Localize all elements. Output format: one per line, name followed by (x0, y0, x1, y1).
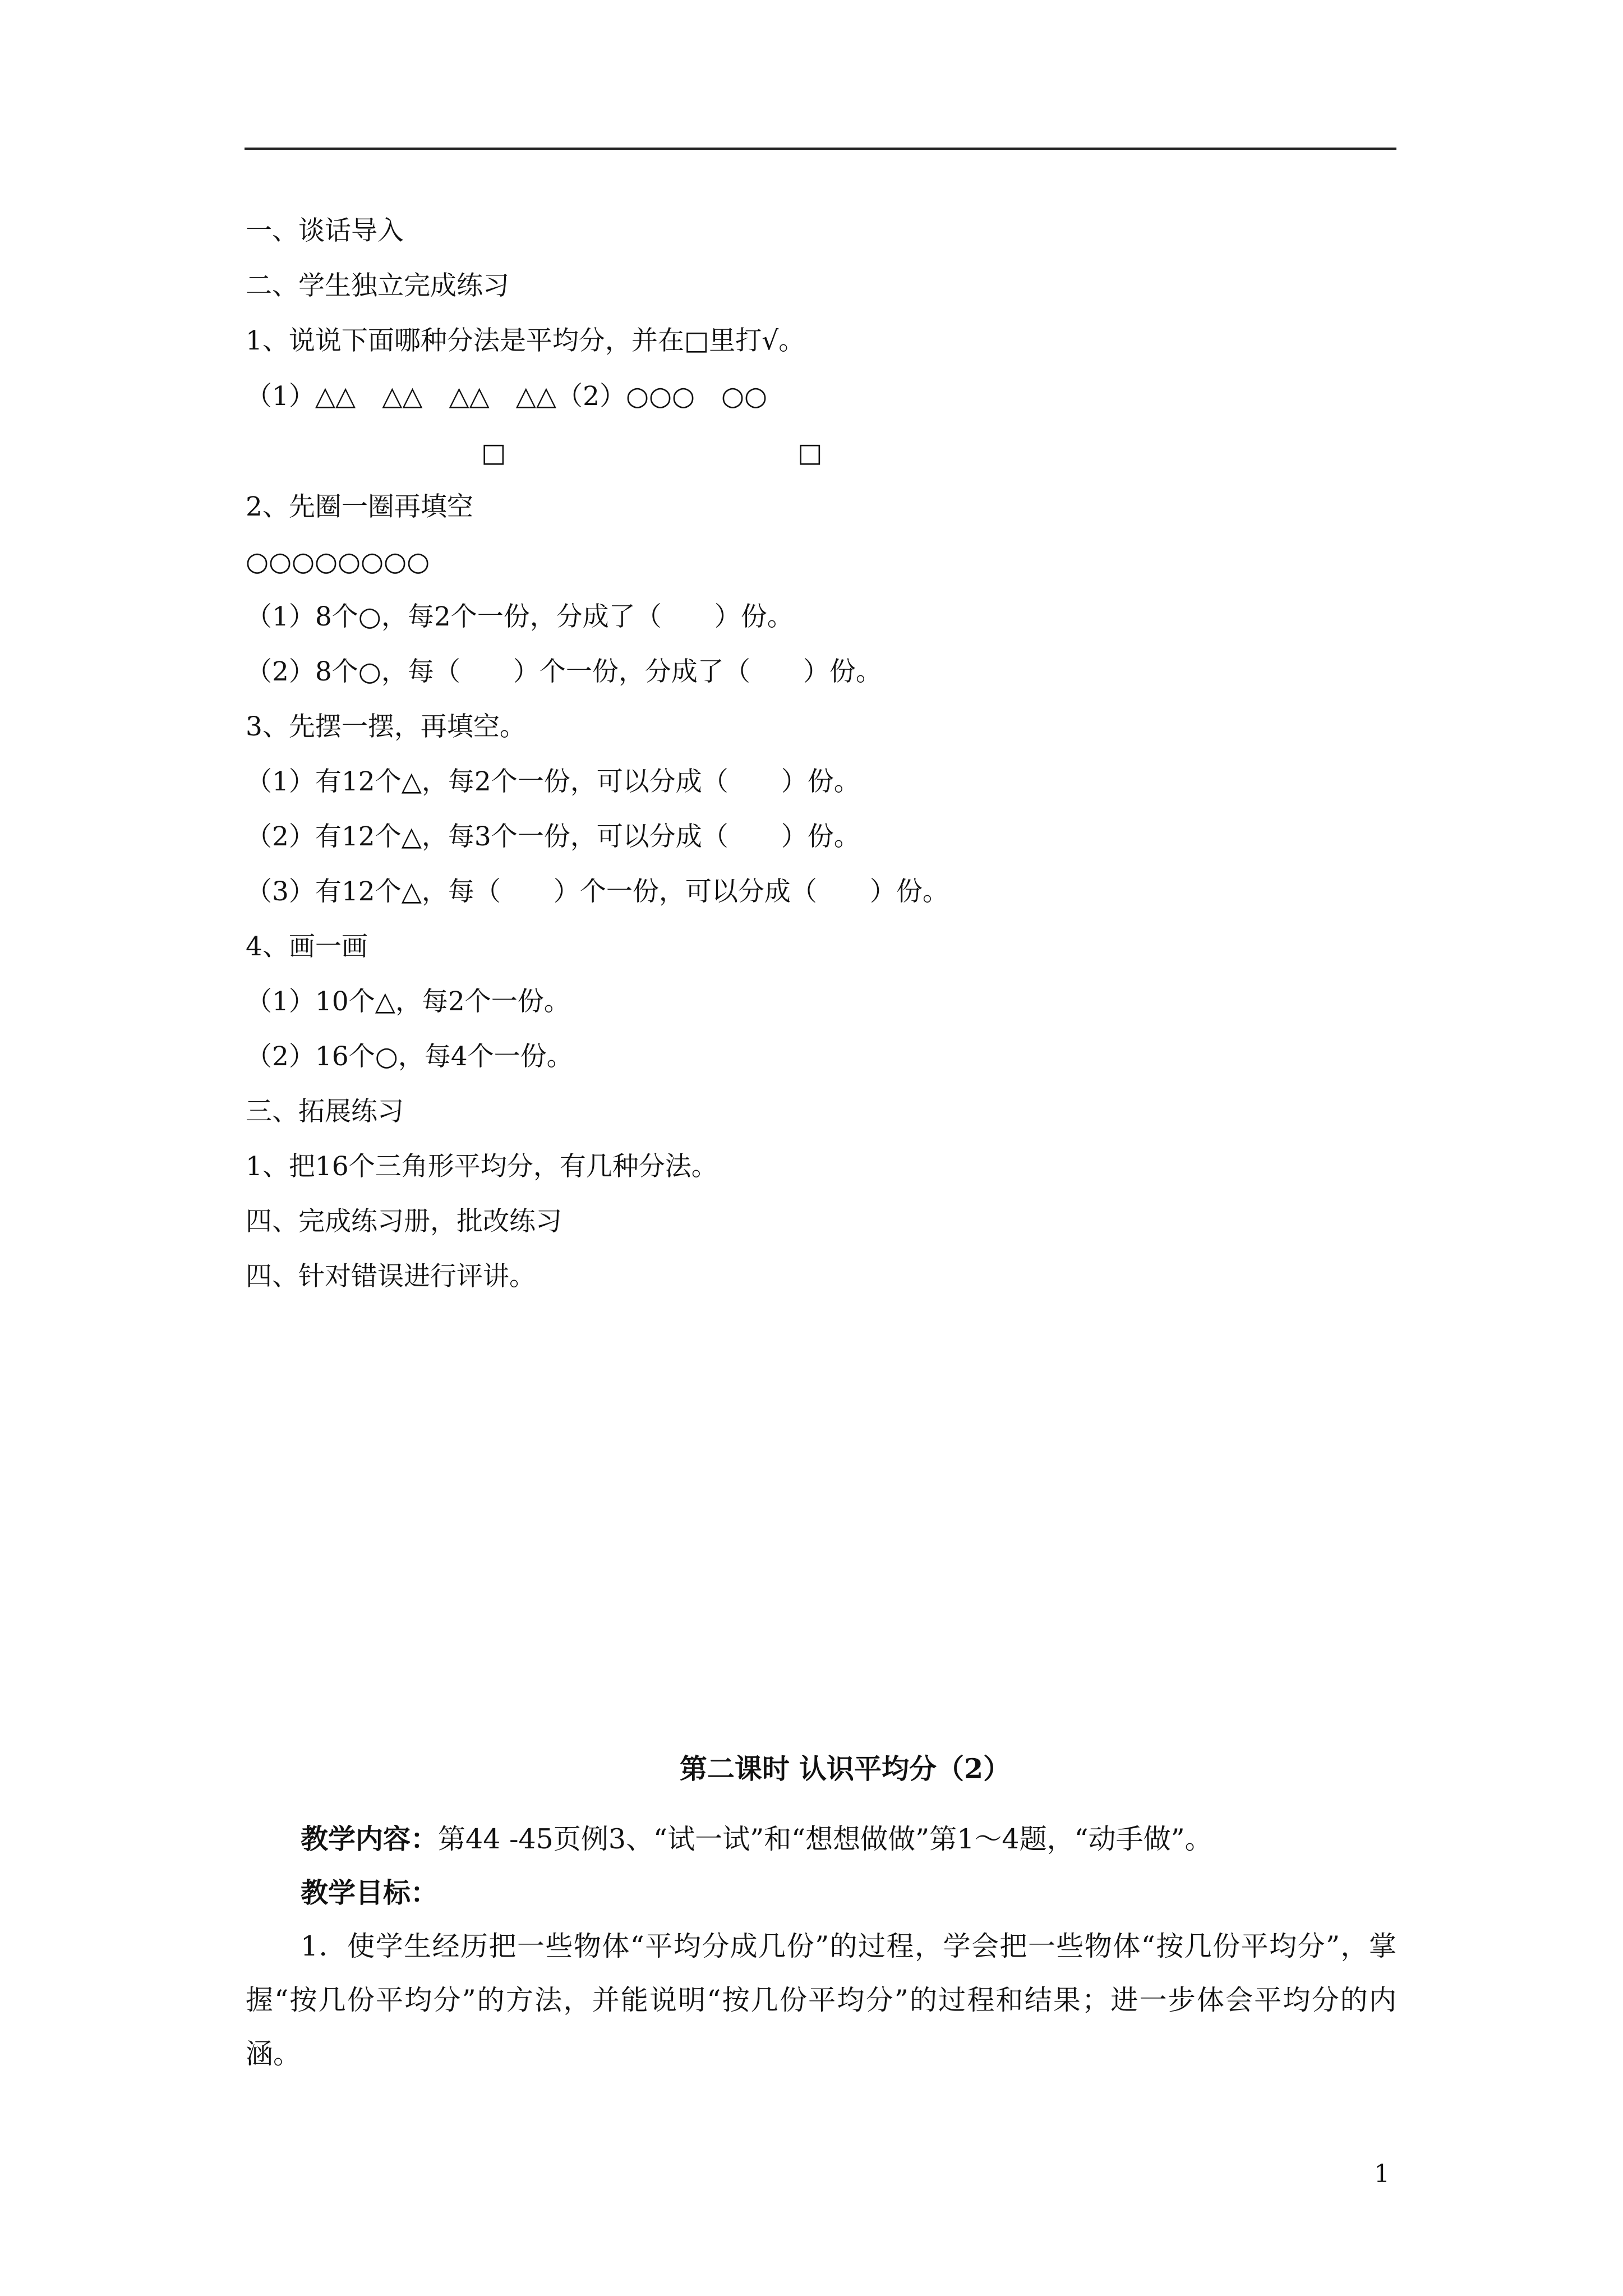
teaching-content-label: 教学内容： (301, 1823, 439, 1855)
section-heading-workbook: 四、完成练习册，批改练习 (246, 1206, 562, 1237)
exercise-4-item-1: （1）10个△，每2个一份。 (246, 986, 570, 1017)
exercise-2-instruction: 2、先圈一圈再填空 (246, 491, 473, 522)
exercise-4-instruction: 4、画一画 (246, 931, 368, 962)
page-number: 1 (1374, 2160, 1390, 2188)
exercise-3-instruction: 3、先摆一摆，再填空。 (246, 711, 526, 742)
section-heading-practice: 二、学生独立完成练习 (246, 270, 509, 301)
exercise-4-item-2: （2）16个○，每4个一份。 (246, 1041, 573, 1072)
exercise-1-shapes: （1）△△ △△ △△ △△（2）○○○ ○○ (246, 381, 768, 412)
answer-box-2: □ (797, 438, 823, 468)
exercise-3-item-3: （3）有12个△，每（ ）个一份，可以分成（ ）份。 (246, 876, 949, 907)
teaching-content (246, 1812, 1396, 1866)
answer-box-1: □ (481, 438, 506, 468)
teaching-goal-1: 1．使学生经历把一些物体“平均分成几份”的过程，学会把一些物体“按几份平均分”，掌握“按几份平均分”的方法，并能说明“按几份平均分”的过程和结果；进一步体会平均分的内涵。 (246, 1930, 1396, 2070)
header-rule (245, 148, 1396, 150)
section-heading-extension: 三、拓展练习 (246, 1096, 404, 1127)
exercise-3-item-1: （1）有12个△，每2个一份，可以分成（ ）份。 (246, 766, 860, 797)
exercise-2-item-2: （2）8个○，每（ ）个一份，分成了（ ）份。 (246, 656, 882, 687)
section-heading-intro: 一、谈话导入 (246, 215, 404, 246)
teaching-content-text: 第44 -45页例3、“试一试”和“想想做做”第1～4题，“动手做”。 (438, 1823, 1212, 1855)
exercise-1-instruction: 1、说说下面哪种分法是平均分，并在□里打√。 (246, 325, 805, 356)
exercise-2-item-1: （1）8个○，每2个一份，分成了（ ）份。 (246, 601, 794, 632)
extension-item-1: 1、把16个三角形平均分，有几种分法。 (246, 1151, 718, 1182)
section-heading-review: 四、针对错误进行评讲。 (246, 1261, 536, 1292)
exercise-3-item-2: （2）有12个△，每3个一份，可以分成（ ）份。 (246, 821, 860, 852)
exercise-2-circles: ○○○○○○○○ (246, 546, 430, 577)
lesson-title: 第二课时 认识平均分（2） (679, 1752, 1011, 1785)
teaching-goals-label: 教学目标： (301, 1876, 439, 1909)
